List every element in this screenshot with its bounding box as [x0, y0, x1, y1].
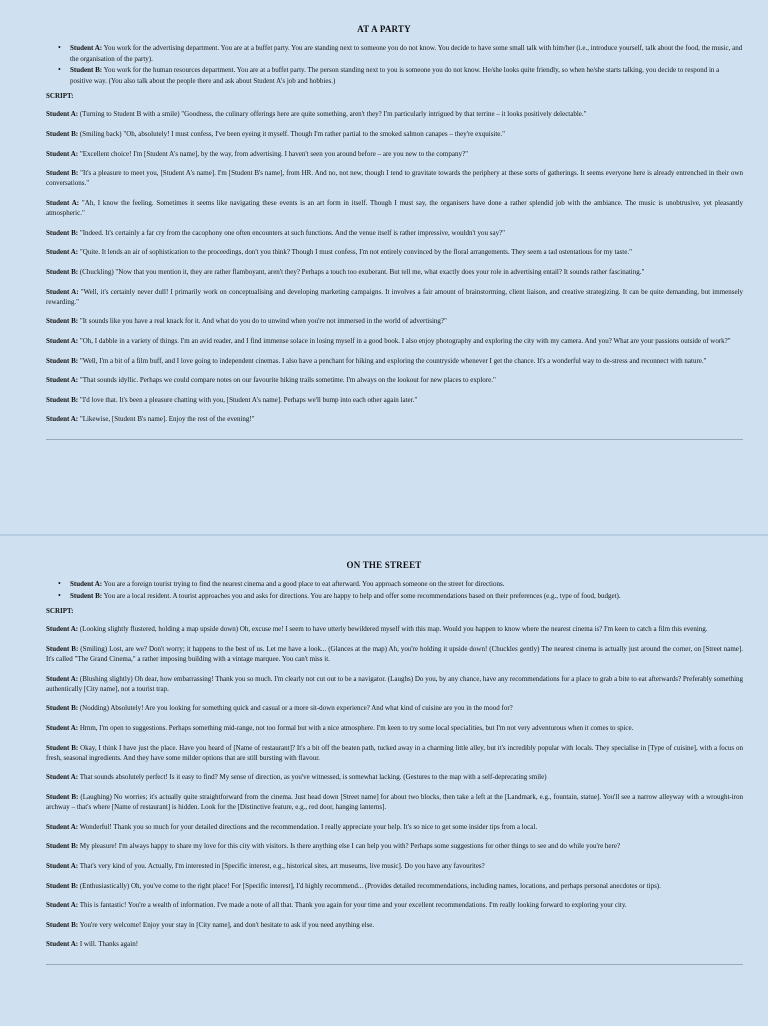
speaker-label: Student B: — [46, 356, 79, 365]
speaker-label: Student B: — [46, 228, 79, 237]
dialogue-text: (Smiling back) "Oh, absolutely! I must confess, I've been eyeing it myself. Though I'm rather partial to the smoked salmon canapes – they're exquisite." — [78, 129, 506, 138]
dialogue-line — [46, 414, 743, 424]
speaker-label: Student B: — [46, 704, 79, 713]
speaker-label: Student A: — [46, 861, 79, 870]
section-title-street: ON THE STREET — [346, 560, 422, 570]
speaker-label: Student A: — [46, 625, 79, 634]
speaker-label: Student A: — [46, 376, 79, 385]
dialogue-text: Hmm, I'm open to suggestions. Perhaps something mid-range, not too formal but with a nice atmosphere. I'm keen to try some local specialities, but I'm not very adventurous when it comes to spice. — [78, 723, 634, 732]
speaker-label: Student A: — [46, 198, 80, 207]
dialogue-text: "Excellent choice! I'm [Student A's name], by the way, from advertising. I haven't seen you around before – are you new to the company?" — [78, 149, 468, 158]
dialogue-line — [46, 287, 743, 307]
dialogue-text: (Looking slightly flustered, holding a map upside down) Oh, excuse me! I seem to have utterly bewildered myself with this map. Would you happen to know where the nearest cinema is? I'm keen to catch a film this evening. — [78, 625, 708, 634]
dialogue-line — [46, 939, 743, 949]
role-speaker: Student B: — [70, 591, 103, 600]
dialogue-text: "I'd love that. It's been a pleasure chatting with you, [Student A's name]. Perhaps we'll bump into each other again later." — [78, 395, 418, 404]
speaker-label: Student A: — [46, 674, 79, 683]
script-label: SCRIPT: — [46, 607, 74, 616]
dialogue-line — [46, 743, 743, 763]
dialogue-line — [46, 247, 743, 257]
dialogue-text: (Chuckling) "Now that you mention it, they are rather flamboyant, aren't they? Perhaps a touch too exuberant. But tell me, what exactly does your role in advertising entail? It sounds rather fascinating." — [78, 267, 645, 276]
speaker-label: Student A: — [46, 287, 79, 296]
dialogue-text: "Indeed. It's certainly a far cry from the cacophony one often encounters at such functions. And the venue itself is rather impressive, wouldn't you say?" — [78, 228, 506, 237]
dialogue-line — [46, 624, 743, 634]
speaker-label: Student A: — [46, 940, 79, 949]
role-item — [70, 43, 743, 64]
dialogue-text: Okay, I think I have just the place. Have you heard of [Name of restaurant]? It's a bit off the beaten path, tucked away in a charming little alley, but it's incredibly popular with locals. They specialise in [Type of cuisine], with a focus on fresh, seasonal ingredients. And they have some milder options that are still bursting with flavour. — [46, 743, 743, 762]
speaker-label: Student B: — [46, 395, 79, 404]
dialogue-text: (Blushing slightly) Oh dear, how embarrassing! Thank you so much. I'm clearly not cut out to be a navigator. (Laughs) Do you, by any chance, have any recommendations for a place to grab a bite to eat afterwards? Preferably something authentically [City name], not a tourist trap. — [46, 674, 744, 693]
speaker-label: Student A: — [46, 110, 79, 119]
role-text: You work for the advertising department. You are at a buffet party. You are standing next to someone you do not know. You decide to have some small talk with him/her (i.e., introduce yourself, talk about the food, the music, and the organisation of the party). — [70, 44, 743, 63]
speaker-label: Student B: — [46, 920, 79, 929]
street-roles-list — [46, 579, 743, 601]
role-speaker: Student A: — [70, 44, 103, 52]
dialogue-text: This is fantastic! You're a wealth of information. I've made a note of all that. Thank you again for your time and your excellent recommendations. I'm really looking forward to exploring your city. — [78, 901, 627, 910]
dialogue-text: (Smiling) Lost, are we? Don't worry; it happens to the best of us. Let me have a look... (Glances at the map) Ah, you're holding it upside down! (Chuckles gently) The nearest cinema is actually just around the corner, on [Street name]. It's called "The Grand Cinema," a rather imposing building with a vintage marquee. You can't miss it. — [46, 644, 743, 663]
dialogue-text: "It's a pleasure to meet you, [Student A's name]. I'm [Student B's name], from HR. And no, not new, though I tend to gravitate towards the periphery at these sorts of gatherings. It seems everyone here is already entrenched in their own conversations." — [46, 169, 743, 188]
dialogue-line — [46, 168, 743, 188]
dialogue-text: "Well, I'm a bit of a film buff, and I love going to independent cinemas. I also have a penchant for hiking and exploring the countryside whenever I get the chance. It's a wonderful way to de-stress and reconnect with nature." — [78, 356, 707, 365]
speaker-label: Student A: — [46, 336, 79, 345]
dialogue-text: "Likewise, [Student B's name]. Enjoy the rest of the evening!" — [78, 415, 255, 424]
page-on-the-street — [0, 534, 768, 1026]
speaker-label: Student B: — [46, 169, 79, 178]
dialogue-line — [46, 149, 743, 159]
dialogue-line — [46, 109, 743, 119]
role-item — [70, 591, 743, 602]
role-text: You work for the human resources department. You are at a buffet party. The person standing next to you is someone you do not know. He/she looks quite friendly, so when he/she starts talking, you decide to respond in a positive way. (You also talk about the people there and ask about Student A's job and hobbies.) — [70, 66, 720, 85]
party-roles-list — [46, 43, 743, 86]
dialogue-line — [46, 703, 743, 713]
speaker-label: Student B: — [46, 129, 79, 138]
dialogue-line — [46, 792, 743, 812]
dialogue-line — [46, 395, 743, 405]
speaker-label: Student B: — [46, 644, 79, 653]
speaker-label: Student B: — [46, 267, 79, 276]
dialogue-text: (Turning to Student B with a smile) "Goodness, the culinary offerings here are quite something, aren't they? I'm particularly intrigued by that terrine – it looks positively delectable." — [78, 110, 587, 119]
dialogue-text: (Laughing) No worries; it's actually quite straightforward from the cinema. Just head down [Street name] for about two blocks, then take a left at the [Landmark, e.g., fountain, statue]. You'll see a narrow alleyway with a wrought-iron archway – that's where [Name of restaurant] is hidden. Look for the [Distinctive feature, e.g., red door, hanging lanterns]. — [46, 792, 744, 812]
dialogue-line — [46, 375, 743, 385]
role-speaker: Student A: — [70, 580, 103, 588]
speaker-label: Student A: — [46, 723, 79, 732]
dialogue-line — [46, 841, 743, 851]
dialogue-text: "Quite. It lends an air of sophistication to the proceedings, don't you think? Though I must confess, I'm not entirely convinced by the floral arrangements. They seem a tad ostentatious for my taste." — [78, 248, 632, 257]
dialogue-text: You're very welcome! Enjoy your stay in [City name], and don't hesitate to ask if you need anything else. — [78, 920, 375, 929]
speaker-label: Student B: — [46, 317, 79, 326]
speaker-label: Student A: — [46, 822, 79, 831]
dialogue-line — [46, 723, 743, 733]
dialogue-text: "Ah, I know the feeling. Sometimes it seems like navigating these events is an art form in itself. Though I must say, the organisers have done a rather splendid job with the ambiance. The music is unobtrusive, yet pleasantly atmospheric." — [46, 198, 744, 218]
speaker-label: Student A: — [46, 773, 79, 782]
dialogue-text: "Oh, I dabble in a variety of things. I'm an avid reader, and I find immense solace in losing myself in a good book. I also enjoy photography and exploring the city with my camera. And you? What are your passions outside of work?" — [78, 336, 731, 345]
speaker-label: Student B: — [46, 842, 79, 851]
dialogue-text: My pleasure! I'm always happy to share my love for this city with visitors. Is there anything else I can help you with? Perhaps some suggestions for other things to see and do while you're here? — [78, 842, 621, 851]
divider — [46, 439, 743, 440]
dialogue-text: "It sounds like you have a real knack for it. And what do you do to unwind when you're not immersed in the world of advertising?" — [78, 317, 447, 326]
role-item — [70, 65, 743, 86]
dialogue-line — [46, 198, 743, 218]
dialogue-line — [46, 822, 743, 832]
dialogue-text: Wonderful! Thank you so much for your detailed directions and the recommendation. I really appreciate your help. It's so nice to get some insider tips from a local. — [78, 822, 538, 831]
speaker-label: Student B: — [46, 743, 79, 752]
dialogue-text: That sounds absolutely perfect! Is it easy to find? My sense of direction, as you've witnessed, is somewhat lacking. (Gestures to the map with a self-deprecating smile) — [78, 773, 547, 782]
street-script — [46, 624, 743, 949]
section-title-party: AT A PARTY — [357, 24, 411, 34]
divider — [46, 964, 743, 965]
dialogue-line — [46, 129, 743, 139]
speaker-label: Student A: — [46, 901, 79, 910]
role-text: You are a local resident. A tourist approaches you and asks for directions. You are happy to help and offer some recommendations based on their preferences (e.g., type of food, budget). — [102, 591, 621, 600]
dialogue-text: "Well, it's certainly never dull! I primarily work on conceptualising and developing marketing campaigns. It involves a fair amount of brainstorming, client liaison, and creative strategizing. It can be quite demanding, but immensely rewarding." — [46, 287, 744, 306]
speaker-label: Student A: — [46, 149, 79, 158]
dialogue-line — [46, 900, 743, 910]
dialogue-text: That's very kind of you. Actually, I'm interested in [Specific interest, e.g., historical sites, art museums, live music]. Do you have any favourites? — [78, 861, 485, 870]
dialogue-line — [46, 316, 743, 326]
dialogue-line — [46, 772, 743, 782]
dialogue-text: (Nodding) Absolutely! Are you looking for something quick and casual or a more sit-down experience? And what kind of cuisine are you in the mood for? — [78, 704, 513, 713]
speaker-label: Student B: — [46, 792, 79, 801]
dialogue-line — [46, 228, 743, 238]
dialogue-line — [46, 356, 743, 366]
dialogue-line — [46, 644, 743, 664]
dialogue-text: (Enthusiastically) Oh, you've come to the right place! For [Specific interest], I'd highly recommend... (Provides detailed recommendations, including names, locations, and perhaps personal anecdotes or tips). — [78, 881, 661, 890]
role-item — [70, 579, 743, 590]
dialogue-line — [46, 920, 743, 930]
dialogue-line — [46, 674, 743, 694]
dialogue-line — [46, 267, 743, 277]
speaker-label: Student B: — [46, 881, 79, 890]
dialogue-line — [46, 861, 743, 871]
speaker-label: Student A: — [46, 248, 79, 257]
script-label: SCRIPT: — [46, 92, 74, 101]
dialogue-text: I will. Thanks again! — [78, 940, 139, 949]
role-speaker: Student B: — [70, 66, 103, 75]
dialogue-line — [46, 881, 743, 891]
dialogue-text: "That sounds idyllic. Perhaps we could compare notes on our favourite hiking trails sometime. I'm always on the lookout for new places to explore." — [78, 376, 496, 385]
dialogue-line — [46, 336, 743, 346]
party-script — [46, 109, 743, 424]
role-text: You are a foreign tourist trying to find the nearest cinema and a good place to eat afterward. You approach someone on the street for directions. — [102, 580, 505, 588]
speaker-label: Student A: — [46, 415, 79, 424]
